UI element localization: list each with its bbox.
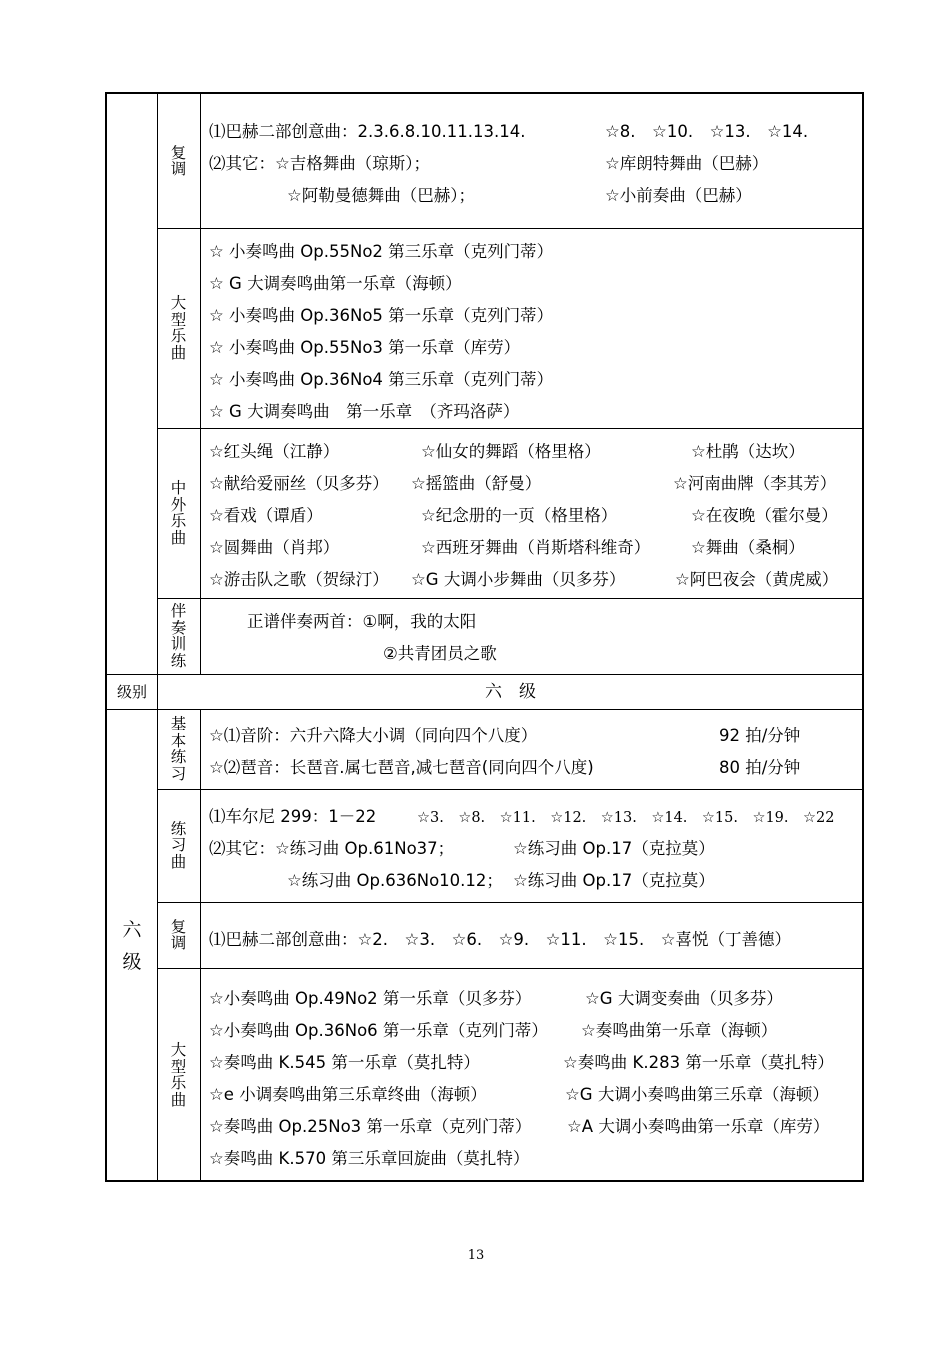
page-number: 13 — [467, 1248, 485, 1263]
fudiao-line: ⑴巴赫二部创意曲：2.3.6.8.10.11.13.14. — [209, 122, 526, 141]
category-label — [157, 94, 200, 228]
jiben-line: ☆⑵琶音：长琶音.属七琶音,减七琶音(同向四个八度) — [209, 758, 594, 777]
category-label — [157, 228, 200, 428]
daxing-six-item: ☆A 大调小奏鸣曲第一乐章（库劳） — [567, 1117, 830, 1136]
daxing-six-item: ☆G 大调变奏曲（贝多芬） — [585, 989, 783, 1008]
zhongwai-item: ☆舞曲（桑桐） — [691, 538, 805, 557]
zhongwai-item: ☆阿巴夜会（黄虎威） — [675, 570, 839, 589]
category-label — [157, 428, 200, 598]
lianxi-line-right: ☆练习曲 Op.17（克拉莫） — [513, 839, 715, 858]
category-label — [157, 902, 200, 968]
category-label — [157, 968, 200, 1182]
row-divider — [157, 789, 864, 790]
row-divider — [157, 228, 864, 229]
fudiao-line-right: ☆小前奏曲（巴赫） — [605, 186, 752, 205]
syllabus-table — [105, 92, 864, 1182]
category-label — [157, 598, 200, 674]
category-label — [157, 709, 200, 789]
lianxi-line-right: ☆练习曲 Op.17（克拉莫） — [513, 871, 715, 890]
row-divider — [157, 902, 864, 903]
category-text: 大 型 乐 曲 — [170, 1041, 187, 1109]
zhongwai-item: ☆G 大调小步舞曲（贝多芬） — [411, 570, 626, 589]
category-text: 中 外 乐 曲 — [170, 479, 187, 547]
daxing-six-item: ☆小奏鸣曲 Op.49No2 第一乐章（贝多芬） — [209, 989, 532, 1008]
level-column-label: 级别 — [116, 683, 147, 701]
zhongwai-item: ☆看戏（谭盾） — [209, 506, 323, 525]
daxing-line: ☆ 小奏鸣曲 Op.36No5 第一乐章（克列门蒂） — [209, 306, 554, 325]
row-divider — [157, 428, 864, 429]
jiben-line: ☆⑴音阶：六升六降大小调（同向四个八度） — [209, 726, 538, 745]
level-side-label — [107, 709, 157, 1182]
zhongwai-item: ☆河南曲牌（李其芳） — [673, 474, 837, 493]
category-text: 伴 奏 训 练 — [170, 602, 187, 670]
category-text: 基 本 练 习 — [170, 715, 187, 783]
level-title: 六 级 — [485, 682, 536, 702]
daxing-line: ☆ G 大调奏鸣曲第一乐章（海顿） — [209, 274, 462, 293]
zhongwai-item: ☆纪念册的一页（格里格） — [421, 506, 618, 525]
daxing-six-item: ☆奏鸣曲第一乐章（海顿） — [581, 1021, 778, 1040]
daxing-six-item: ☆奏鸣曲 Op.25No3 第一乐章（克列门蒂） — [209, 1117, 532, 1136]
category-text: 复 调 — [170, 143, 187, 178]
banzou-line: 正谱伴奏两首：①啊，我的太阳 — [247, 612, 477, 631]
col-divider-2 — [200, 94, 201, 674]
fudiao-six-line: ⑴巴赫二部创意曲：☆2. ☆3. ☆6. ☆9. ☆11. ☆15. ☆喜悦（丁善德） — [209, 930, 791, 949]
daxing-six-item: ☆e 小调奏鸣曲第三乐章终曲（海顿） — [209, 1085, 487, 1104]
jiben-tempo: 80 拍/分钟 — [719, 758, 801, 777]
fudiao-line-right: ☆8. ☆10. ☆13. ☆14. — [605, 122, 809, 141]
fudiao-line: ⑵其它：☆吉格舞曲（琼斯）； — [209, 154, 431, 173]
row-divider — [157, 598, 864, 599]
daxing-line: ☆ 小奏鸣曲 Op.55No2 第三乐章（克列门蒂） — [209, 242, 554, 261]
zhongwai-item: ☆西班牙舞曲（肖斯塔科维奇） — [421, 538, 651, 557]
zhongwai-item: ☆杜鹃（达坎） — [691, 442, 805, 461]
zhongwai-item: ☆在夜晚（霍尔曼） — [691, 506, 838, 525]
daxing-six-item: ☆奏鸣曲 K.545 第一乐章（莫扎特） — [209, 1053, 480, 1072]
row-divider — [107, 709, 864, 710]
daxing-six-item: ☆奏鸣曲 K.570 第三乐章回旋曲（莫扎特） — [209, 1149, 530, 1168]
daxing-six-item: ☆G 大调小奏鸣曲第三乐章（海顿） — [565, 1085, 829, 1104]
zhongwai-item: ☆游击队之歌（贺绿汀） — [209, 570, 389, 589]
zhongwai-item: ☆圆舞曲（肖邦） — [209, 538, 340, 557]
daxing-six-item: ☆小奏鸣曲 Op.36No6 第一乐章（克列门蒂） — [209, 1021, 548, 1040]
lianxi-line: ⑴车尔尼 299：1－22 — [209, 807, 377, 826]
lianxi-line: ☆练习曲 Op.636No10.12； — [287, 871, 503, 890]
lianxi-line: ⑵其它：☆练习曲 Op.61No37； — [209, 839, 455, 858]
daxing-line: ☆ 小奏鸣曲 Op.36No4 第三乐章（克列门蒂） — [209, 370, 554, 389]
row-divider — [107, 674, 864, 675]
daxing-line: ☆ G 大调奏鸣曲 第一乐章 （齐玛洛萨） — [209, 402, 520, 421]
category-text: 复 调 — [170, 917, 187, 952]
category-text: 练 习 曲 — [170, 819, 187, 871]
daxing-line: ☆ 小奏鸣曲 Op.55No3 第一乐章（库劳） — [209, 338, 521, 357]
lianxi-line-right: ☆3. ☆8. ☆11. ☆12. ☆13. ☆14. ☆15. ☆19. ☆22 — [417, 810, 835, 826]
category-text: 大 型 乐 曲 — [170, 294, 187, 362]
row-divider — [157, 968, 864, 969]
zhongwai-item: ☆献给爱丽丝（贝多芬） — [209, 474, 389, 493]
jiben-tempo: 92 拍/分钟 — [719, 726, 801, 745]
daxing-six-item: ☆奏鸣曲 K.283 第一乐章（莫扎特） — [563, 1053, 834, 1072]
zhongwai-item: ☆红头绳（江静） — [209, 442, 340, 461]
level-side-text: 六 级 — [122, 918, 142, 973]
fudiao-line: ☆阿勒曼德舞曲（巴赫）； — [287, 186, 476, 205]
zhongwai-item: ☆仙女的舞蹈（格里格） — [421, 442, 601, 461]
zhongwai-item: ☆摇篮曲（舒曼） — [411, 474, 542, 493]
fudiao-line-right: ☆库朗特舞曲（巴赫） — [605, 154, 769, 173]
category-label — [157, 789, 200, 902]
col-divider-2b — [200, 709, 201, 1182]
banzou-line: ②共青团员之歌 — [383, 644, 497, 663]
